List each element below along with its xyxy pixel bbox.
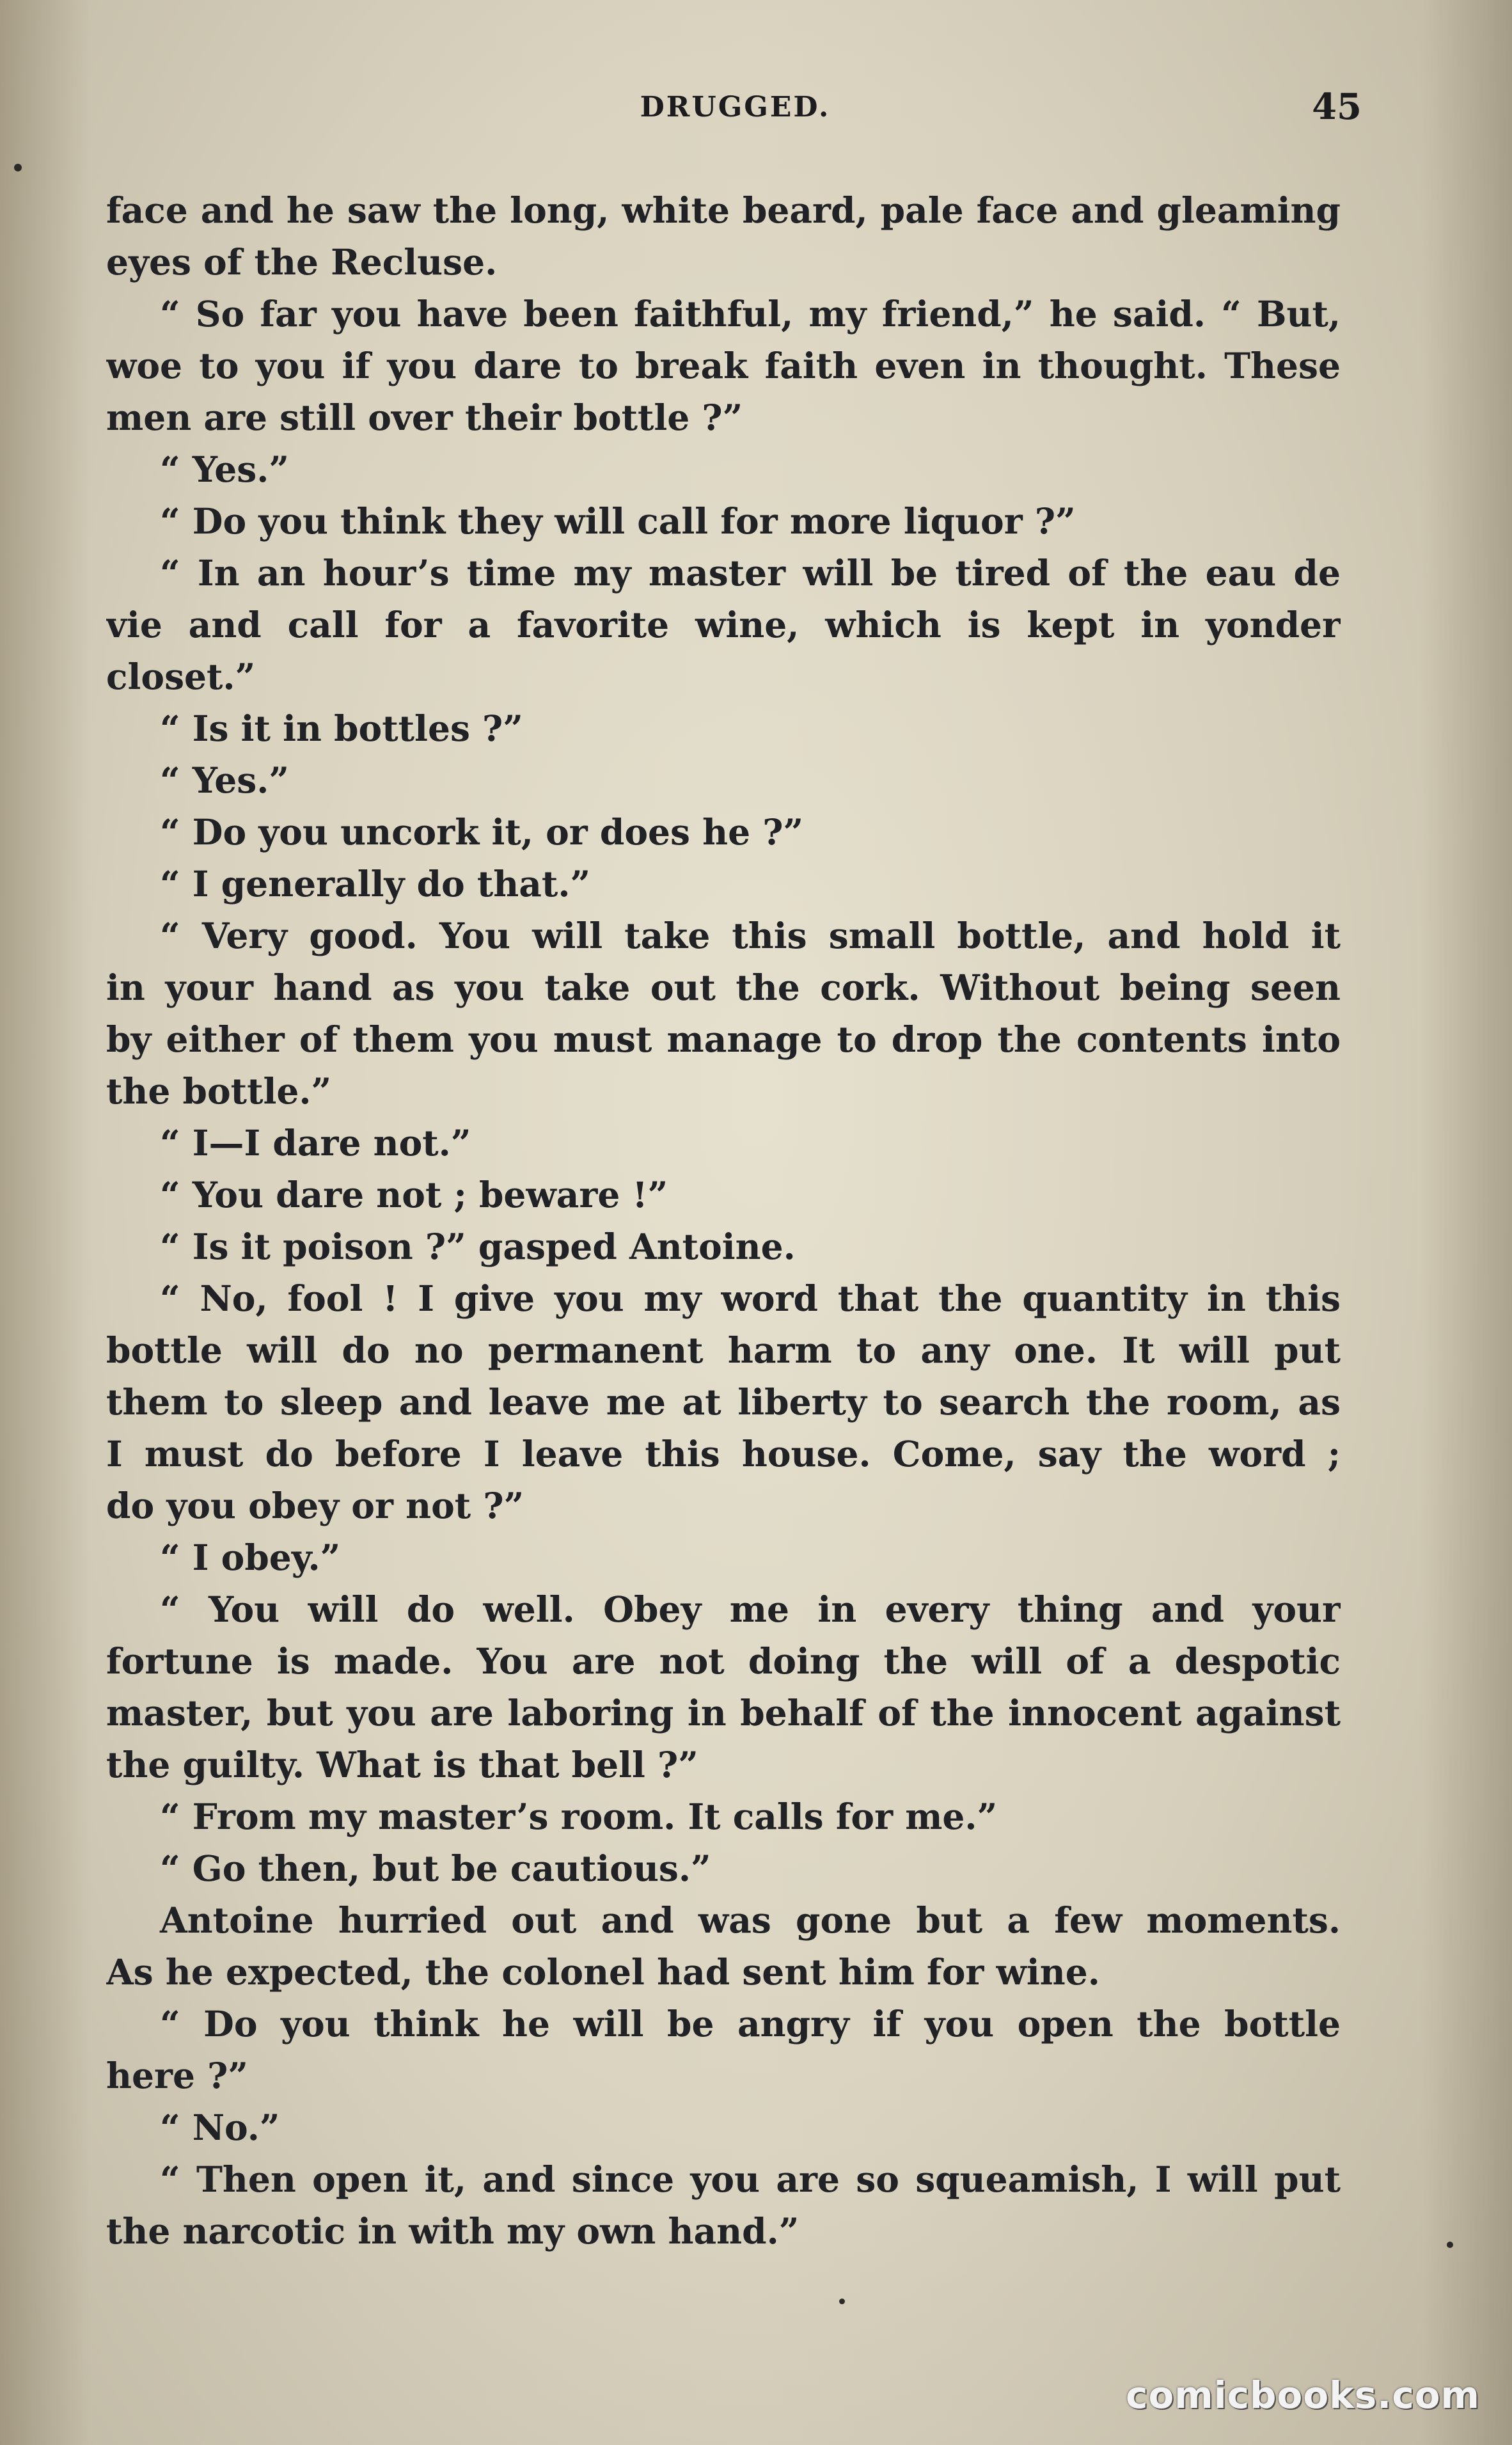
text-line: “ You dare not ; beware !” — [160, 1174, 668, 1215]
text-line: here ?” — [106, 2055, 248, 2096]
text-line: “ Yes.” — [160, 448, 290, 490]
text-line: I must do before I leave this house. Come, say the word ; — [106, 1433, 1341, 1475]
text-line: “ Do you uncork it, or does he ?” — [160, 811, 804, 853]
text-line: the bottle.” — [106, 1070, 332, 1112]
text-line: “ So far you have been faithful, my friend,” he said. “ But, — [160, 293, 1341, 335]
text-line: Antoine hurried out and was gone but a few moments. — [160, 1899, 1341, 1941]
text-line: “ No.” — [160, 2107, 280, 2148]
text-line: closet.” — [106, 656, 256, 697]
text-line: vie and call for a favorite wine, which is kept in yonder — [106, 604, 1341, 645]
text-line: bottle will do no permanent harm to any one. It will put — [106, 1329, 1341, 1371]
text-line: “ Is it poison ?” gasped Antoine. — [160, 1226, 796, 1267]
text-line: “ You will do well. Obey me in every thing and your — [160, 1588, 1341, 1630]
text-line: them to sleep and leave me at liberty to search the room, as — [106, 1381, 1341, 1423]
running-head: DRUGGED. — [640, 91, 831, 123]
text-line: “ Is it in bottles ?” — [160, 708, 523, 749]
text-line: “ I obey.” — [160, 1537, 341, 1578]
text-line: “ In an hour’s time my master will be tired of the eau de — [160, 552, 1341, 594]
text-line: “ From my master’s room. It calls for me.” — [160, 1796, 998, 1837]
text-line: “ I generally do that.” — [160, 863, 591, 905]
text-line: eyes of the Recluse. — [106, 241, 498, 283]
text-line: “ Do you think they will call for more liquor ?” — [160, 500, 1076, 542]
text-line: “ Do you think he will be angry if you open the bottle — [160, 2003, 1341, 2045]
text-line: the narcotic in with my own hand.” — [106, 2210, 799, 2252]
text-line: “ I—I dare not.” — [160, 1122, 471, 1164]
page-header — [109, 82, 1362, 133]
text-line: fortune is made. You are not doing the will of a despotic — [106, 1640, 1341, 1682]
body-text — [106, 184, 1341, 2257]
text-line: As he expected, the colonel had sent him for wine. — [106, 1951, 1100, 1993]
text-line: “ Then open it, and since you are so squeamish, I will put — [160, 2158, 1341, 2200]
text-line: master, but you are laboring in behalf of the innocent against — [106, 1692, 1341, 1734]
text-line: “ No, fool ! I give you my word that the quantity in this — [160, 1278, 1341, 1319]
watermark: comicbooks.com — [1126, 2373, 1480, 2417]
ink-speck — [1447, 2242, 1453, 2248]
ink-speck — [839, 2299, 845, 2304]
page-number: 45 — [1312, 86, 1362, 128]
text-line: the guilty. What is that bell ?” — [106, 1744, 698, 1785]
text-line: do you obey or not ?” — [106, 1485, 524, 1526]
text-line: “ Go then, but be cautious.” — [160, 1848, 711, 1889]
ink-speck — [14, 164, 22, 171]
text-line: in your hand as you take out the cork. Without being seen — [106, 967, 1341, 1008]
text-line: by either of them you must manage to drop the contents into — [106, 1018, 1341, 1060]
text-line: men are still over their bottle ?” — [106, 397, 743, 438]
text-line: “ Very good. You will take this small bottle, and hold it — [160, 915, 1341, 956]
text-line: woe to you if you dare to break faith even in thought. These — [106, 345, 1341, 386]
text-line: face and he saw the long, white beard, pale face and gleaming — [106, 189, 1341, 231]
text-line: “ Yes.” — [160, 759, 290, 801]
